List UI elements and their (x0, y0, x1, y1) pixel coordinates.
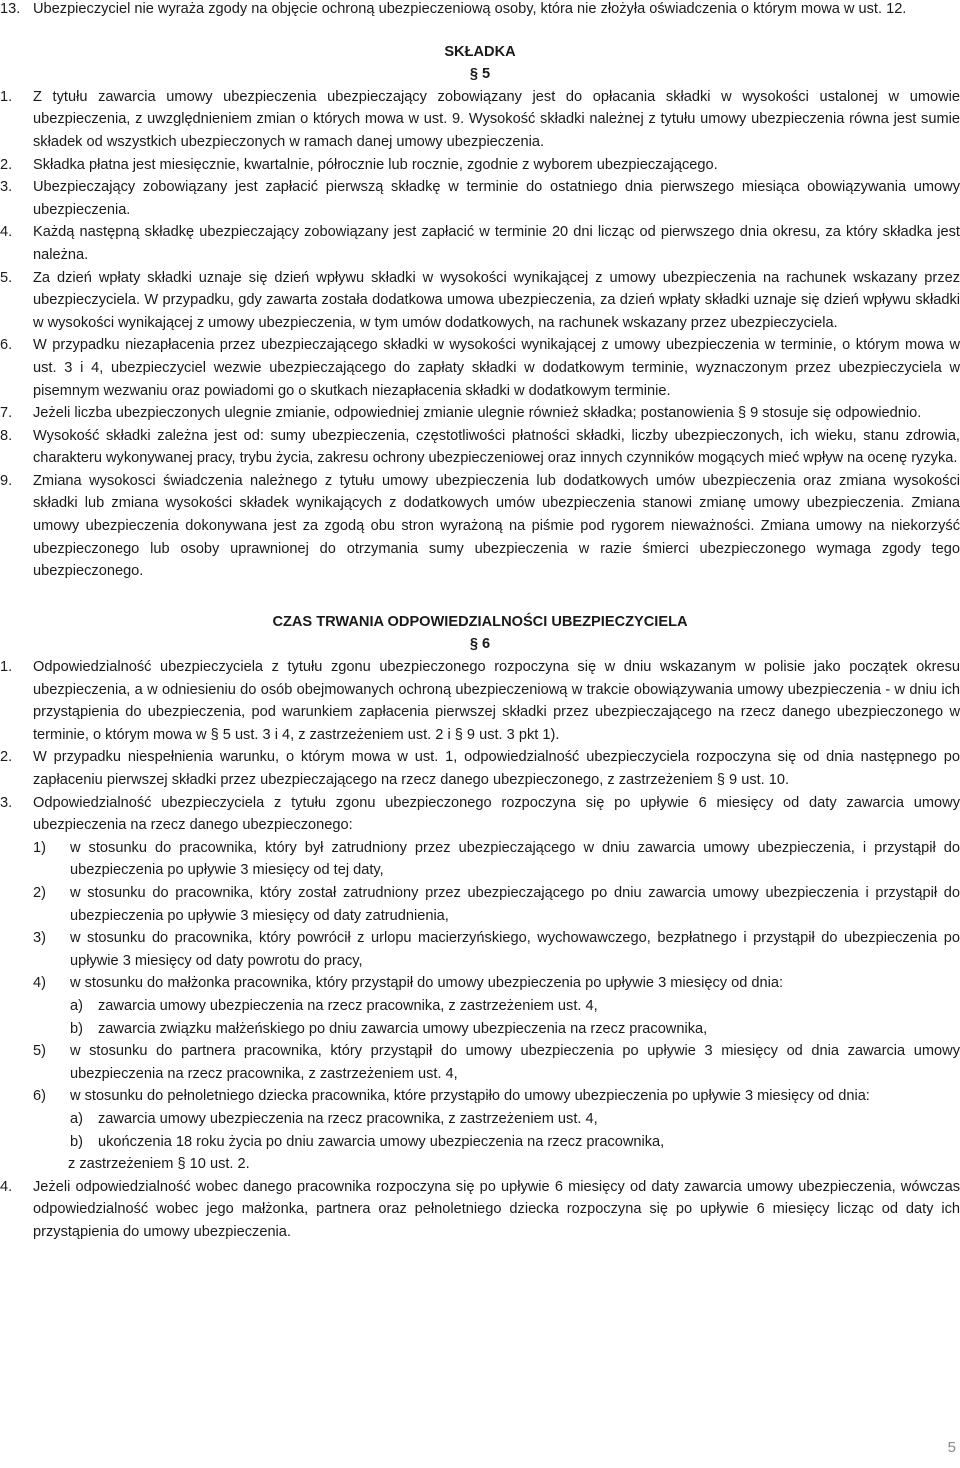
sub-item (0, 927, 960, 972)
item-number: 6. (0, 337, 13, 354)
list-item (0, 154, 960, 177)
item-number: 2. (0, 156, 13, 173)
item-text: Jeżeli odpowiedzialność wobec danego pracownika rozpoczyna się po upływie 6 miesięcy od daty zawarcia umowy ubezpieczenia, wówczas odpowiedzialność wobec jego małżonka, partnera oraz pełnoletniego dziecka rozpoczyna się po upływie 6 miesięcy licząc od daty ich przystąpienia do umowy ubezpieczenia. (33, 1178, 960, 1240)
sub-sub-item-number: b) (70, 1133, 83, 1150)
item-text: Odpowiedzialność ubezpieczyciela z tytułu zgonu ubezpieczonego rozpoczyna się w dniu wskazanym w polisie jako początek okresu ubezpieczenia, a w odniesieniu do osób obejmowanych ochroną ubezpieczeniową w trakcie obowiązywania umowy ubezpieczenia - w dniu ich przystąpienia do ubezpieczenia, pod warunkiem zapłacenia pierwszej składki przez ubezpieczającego na rzecz danego ubezpieczonego w terminie, o którym mowa w § 5 ust. 3 i 4, z zastrzeżeniem ust. 2 i § 9 ust. 3 pkt 1). (33, 659, 960, 743)
item-text: Za dzień wpłaty składki uznaje się dzień wpływu składki w wysokości wynikającej z umowy ubezpieczenia na rachunek wskazany przez ubezpieczyciela. W przypadku, gdy zawarta została dodatkowa umowa ubezpieczenia, za dzień wpłaty składki uznaje się dzień wpływu składki w wysokości wynikającej z umowy ubezpieczenia, w tym umów dodatkowych, na rachunek wskazany przez ubezpieczyciela. (33, 269, 960, 331)
list-item (0, 656, 960, 746)
item-text: Każdą następną składkę ubezpieczający zobowiązany jest zapłacić w terminie 20 dni licząc od pierwszego dnia okresu, za który składka jest należna. (33, 224, 960, 263)
sub-item-number: 5) (33, 1043, 46, 1060)
list-item (0, 1176, 960, 1244)
paragraph-mark-6: § 6 (469, 636, 491, 653)
clause-number: 13. (0, 1, 21, 17)
item-number: 4. (0, 1178, 13, 1195)
sub-sub-item (0, 1108, 960, 1131)
sub-item (0, 972, 960, 995)
sub-item-number: 6) (33, 1088, 46, 1105)
sub-item-text: w stosunku do pracownika, który powrócił z urlopu macierzyńskiego, wychowawczego, bezpłatnego i przystąpił do ubezpieczenia po upływie 3 miesięcy od daty powrotu do pracy, (70, 930, 960, 969)
sub-sub-item-text: zawarcia umowy ubezpieczenia na rzecz pracownika, z zastrzeżeniem ust. 4, (98, 1110, 598, 1127)
section6-items (0, 656, 960, 1243)
sub-item (0, 882, 960, 927)
sub-sub-item-number: a) (70, 997, 83, 1014)
sub-item (0, 837, 960, 882)
item-number: 2. (0, 749, 13, 766)
list-item (0, 470, 960, 583)
sub-sub-item (0, 995, 960, 1018)
item-text: Z tytułu zawarcia umowy ubezpieczenia ubezpieczający zobowiązany jest do opłacania składki w wysokości ustalonej w umowie ubezpieczenia, z uwzględnieniem zmian o których mowa w ust. 9. Wysokość składki należnej z tytułu umowy ubezpieczenia równa jest sumie składek od wszystkich ubezpieczonych w ramach danej umowy ubezpieczenia. (33, 88, 960, 150)
item-text: Składka płatna jest miesięcznie, kwartalnie, półrocznie lub rocznie, zgodnie z wyborem ubezpieczającego. (33, 156, 718, 173)
sub-sub-item-text: ukończenia 18 roku życia po dniu zawarcia umowy ubezpieczenia na rzecz pracownika, (98, 1133, 665, 1150)
list-item (0, 176, 960, 221)
sub-item-number: 3) (33, 930, 46, 947)
sub6-tail: z zastrzeżeniem § 10 ust. 2. (68, 1156, 250, 1173)
list-item (0, 86, 960, 154)
list-item (0, 334, 960, 402)
sub-sub-item-text: zawarcia umowy ubezpieczenia na rzecz pracownika, z zastrzeżeniem ust. 4, (98, 997, 598, 1014)
item-number: 4. (0, 224, 13, 241)
list-item (0, 402, 960, 425)
sub-sub-item (0, 1131, 960, 1154)
sub-item-text: w stosunku do małżonka pracownika, który przystąpił do umowy ubezpieczenia po upływie 3 miesięcy od dnia: (70, 975, 784, 992)
section-title-czas-trwania: CZAS TRWANIA ODPOWIEDZIALNOŚCI UBEZPIECZYCIELA (272, 613, 688, 630)
item-number: 7. (0, 405, 13, 422)
sub-sub-item-text: zawarcia związku małżeńskiego po dniu zawarcia umowy ubezpieczenia na rzecz pracownika, (98, 1020, 708, 1037)
item-text: Wysokość składki zależna jest od: sumy ubezpieczenia, częstotliwości płatności składki, liczby ubezpieczonych, ich wieku, stanu zdrowia, charakteru wykonywanej pracy, trybu życia, zakresu ochrony ubezpieczeniowej oraz innych czynników mogących mieć wpływ na ocenę ryzyka. (33, 427, 960, 467)
item-text: Ubezpieczający zobowiązany jest zapłacić pierwszą składkę w terminie do ostatniego dnia pierwszego miesiąca obowiązywania umowy ubezpieczenia. (33, 179, 960, 218)
item-text: Odpowiedzialność ubezpieczyciela z tytułu zgonu ubezpieczonego rozpoczyna się po upływie 6 miesięcy od daty zawarcia umowy ubezpieczenia na rzecz danego ubezpieczonego: (33, 794, 960, 834)
clause-text: Ubezpieczyciel nie wyraża zgody na objęcie ochroną ubezpieczeniową osoby, która nie złożyła oświadczenia o którym mowa w ust. 12. (33, 1, 907, 17)
sub-item-text: w stosunku do pracownika, który był zatrudniony przez ubezpieczającego w dniu zawarcia umowy ubezpieczenia, i przystąpił do ubezpieczenia po upływie 3 miesięcy od tej daty, (70, 839, 960, 879)
sub-item-number: 2) (33, 884, 46, 901)
list-item (0, 425, 960, 470)
sub-item-text: w stosunku do pracownika, który został zatrudniony przez ubezpieczającego po dniu zawarcia umowy ubezpieczenia i przystąpił do ubezpieczenia po upływie 3 miesięcy od daty zatrudnienia, (70, 884, 960, 924)
sub-item-number: 4) (33, 975, 46, 992)
item-number: 3. (0, 794, 13, 811)
item-text: Jeżeli liczba ubezpieczonych ulegnie zmianie, odpowiedniej zmianie ulegnie również składka; postanowienia § 9 stosuje się odpowiednio. (33, 405, 922, 422)
sub-sub-item (0, 1018, 960, 1041)
sub-item-number: 1) (33, 839, 46, 856)
list-item (0, 792, 960, 837)
list-item (0, 267, 960, 335)
item-number: 5. (0, 269, 13, 286)
item-text: W przypadku niespełnienia warunku, o którym mowa w ust. 1, odpowiedzialność ubezpieczyciela rozpoczyna się od dnia następnego po zapłaceniu pierwszej składki przez ubezpieczającego na rzecz danego ubezpieczonego, z zastrzeżeniem § 9 ust. 10. (33, 749, 960, 788)
sub-item-text: w stosunku do pełnoletniego dziecka pracownika, które przystąpiło do umowy ubezpieczenia po upływie 3 miesięcy od dnia: (70, 1088, 870, 1105)
list-item (0, 221, 960, 266)
item-text: W przypadku niezapłacenia przez ubezpieczającego składki w wysokości wynikającej z umowy ubezpieczenia w terminie, o którym mowa w ust. 3 i 4, ubezpieczyciel wezwie ubezpieczającego do zapłaty składki w dodatkowym terminie, wyznaczonym przez ubezpieczyciela w pisemnym wezwaniu oraz powiadomi go o skutkach niezapłacenia składki w dodatkowym terminie. (33, 337, 960, 399)
item-text: Zmiana wysokosci świadczenia należnego z tytułu umowy ubezpieczenia lub dodatkowych umów ubezpieczenia oraz zmiana wysokości składki lub zmiana wysokości składek wynikających z dodatkowych umów ubezpieczenia stanowi zmianę umowy ubezpieczenia. Zmiana umowy ubezpieczenia dokonywana jest za zgodą obu stron wyrażoną na piśmie pod rygorem nieważności. Zmiana umowy na niekorzyść ubezpieczonego lub osoby uprawnionej do otrzymania sumy ubezpieczenia w razie śmierci ubezpieczonego wymaga zgody tego ubezpieczonego. (33, 472, 960, 580)
sub-sub-item-number: b) (70, 1020, 83, 1037)
item-number: 3. (0, 179, 13, 196)
section5-items (0, 86, 960, 583)
sub-sub-item-number: a) (70, 1110, 83, 1127)
sub-item (0, 1040, 960, 1085)
page-number: 5 (947, 1439, 956, 1457)
item-number: 1. (0, 88, 13, 105)
item-number: 1. (0, 659, 13, 676)
sub-item-text: w stosunku do partnera pracownika, który przystąpił do umowy ubezpieczenia po upływie 3 miesięcy od dnia zawarcia umowy ubezpieczenia na rzecz pracownika, z zastrzeżeniem ust. 4, (70, 1043, 960, 1082)
item-number: 9. (0, 472, 13, 489)
item-number: 8. (0, 427, 13, 444)
clause-13 (0, 0, 960, 21)
list-item (0, 746, 960, 791)
section-title-skladka: SKŁADKA (444, 43, 516, 60)
sub-item (0, 1085, 960, 1108)
paragraph-mark-5: § 5 (469, 66, 491, 83)
